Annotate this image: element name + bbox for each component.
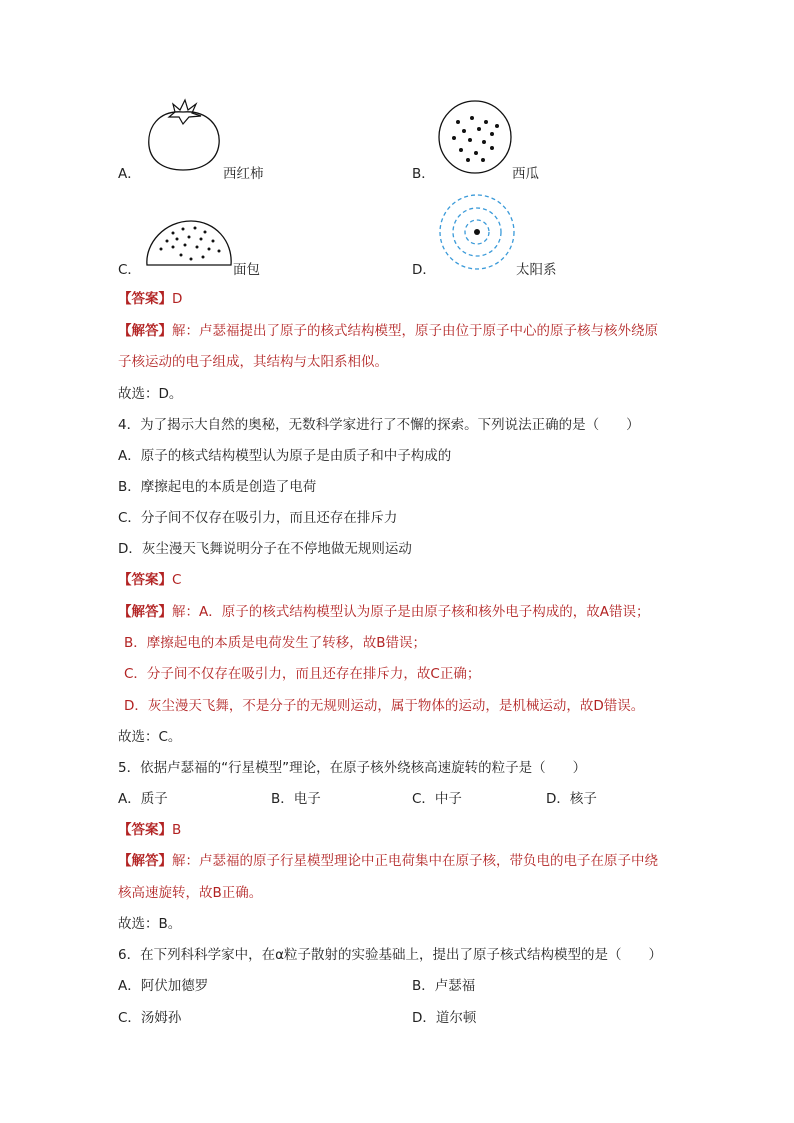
q5-option-d: D．核子 — [546, 791, 597, 807]
option-c-letter: C． — [118, 262, 141, 278]
tomato-figure — [143, 98, 223, 174]
q3-analysis-line-1: 【解答】解：卢瑟福提出了原子的核式结构模型，原子由位于原子中心的原子核与核外绕原 — [118, 323, 658, 339]
option-a-letter: A． — [118, 166, 141, 182]
watermelon-figure — [436, 98, 514, 176]
q4-answer: 【答案】C — [118, 572, 182, 588]
q4-conclusion: 故选：C。 — [118, 729, 182, 745]
option-b-letter: B． — [412, 166, 435, 182]
q6-option-c: C．汤姆孙 — [118, 1010, 182, 1026]
solar-system-figure — [437, 192, 517, 272]
q4-analysis-line-2: B．摩擦起电的本质是电荷发生了转移，故B错误； — [124, 635, 427, 651]
bread-figure — [143, 215, 235, 271]
q5-analysis-line-2: 核高速旋转，故B正确。 — [118, 885, 263, 901]
q4-analysis-line-1: 【解答】解：A．原子的核式结构模型认为原子是由原子核和核外电子构成的，故A错误； — [118, 604, 650, 620]
q5-stem: 5．依据卢瑟福的“行星模型”理论，在原子核外绕核高速旋转的粒子是（ ） — [118, 760, 587, 776]
option-d-label: 太阳系 — [516, 262, 557, 278]
q4-option-b: B．摩擦起电的本质是创造了电荷 — [118, 479, 317, 495]
option-c-label: 面包 — [233, 262, 260, 278]
q4-analysis-line-4: D．灰尘漫天飞舞，不是分子的无规则运动，属于物体的运动，是机械运动，故D错误。 — [124, 698, 645, 714]
q4-option-d: D．灰尘漫天飞舞说明分子在不停地做无规则运动 — [118, 541, 412, 557]
q4-option-c: C．分子间不仅存在吸引力，而且还存在排斥力 — [118, 510, 398, 526]
q5-option-a: A．质子 — [118, 791, 168, 807]
option-a-label: 西红柿 — [223, 166, 264, 182]
q6-option-a: A．阿伏加德罗 — [118, 978, 209, 994]
q5-answer: 【答案】B — [118, 822, 182, 838]
q6-option-d: D．道尔顿 — [412, 1010, 477, 1026]
q4-analysis-line-3: C．分子间不仅存在吸引力，而且还存在排斥力，故C正确； — [124, 666, 481, 682]
q3-answer: 【答案】D — [118, 291, 183, 307]
option-d-letter: D． — [412, 262, 436, 278]
q5-conclusion: 故选：B。 — [118, 916, 182, 932]
q5-analysis-line-1: 【解答】解：卢瑟福的原子行星模型理论中正电荷集中在原子核，带负电的电子在原子中绕 — [118, 853, 658, 869]
q4-stem: 4．为了揭示大自然的奥秘，无数科学家进行了不懈的探索。下列说法正确的是（ ） — [118, 417, 640, 433]
q3-analysis-line-2: 子核运动的电子组成，其结构与太阳系相似。 — [118, 354, 388, 370]
q6-option-b: B．卢瑟福 — [412, 978, 476, 994]
option-b-label: 西瓜 — [512, 166, 539, 182]
q5-option-b: B．电子 — [271, 791, 321, 807]
q6-stem: 6．在下列科科学家中，在α粒子散射的实验基础上，提出了原子核式结构模型的是（ ） — [118, 947, 662, 963]
q3-conclusion: 故选：D。 — [118, 386, 183, 402]
q5-option-c: C．中子 — [412, 791, 462, 807]
q4-option-a: A．原子的核式结构模型认为原子是由质子和中子构成的 — [118, 448, 452, 464]
